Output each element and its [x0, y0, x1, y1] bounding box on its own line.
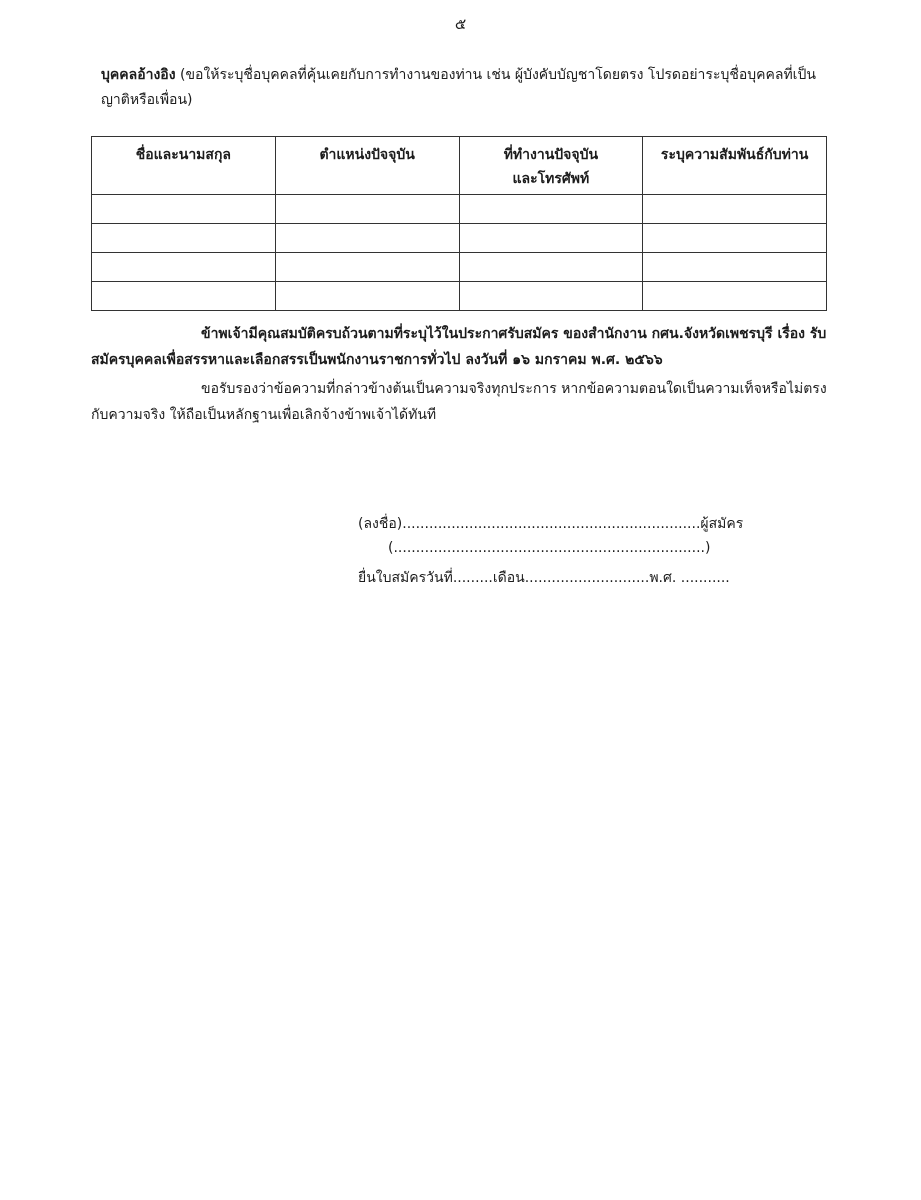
table-cell[interactable]	[643, 282, 827, 311]
table-cell[interactable]	[92, 195, 276, 224]
references-heading: บุคคลอ้างอิง	[101, 67, 176, 83]
declaration-text: ข้าพเจ้ามีคุณสมบัติครบถ้วนตามที่ระบุไว้ในประกาศรับสมัคร ของสำนักงาน กศน.จังหวัดเพชรบุรี เรื่อง รับสมัครบุคคลเพื่อสรรหาและเลือกสรรเป็นพนักงานราชการทั่วไป ลงวันที่ ๑๖ มกราคม พ.ศ. ๒๕๖๖	[91, 326, 827, 368]
column-header-name: ชื่อและนามสกุล	[92, 137, 276, 195]
table-row	[92, 224, 827, 253]
references-table	[91, 136, 827, 311]
table-row	[92, 253, 827, 282]
column-header-workplace: ที่ทำงานปัจจุบัน และโทรศัพท์	[459, 137, 643, 195]
declaration-paragraph	[91, 321, 827, 373]
printed-name-line: (......................................................................)	[388, 540, 711, 556]
table-cell[interactable]	[459, 224, 643, 253]
table-cell[interactable]	[275, 224, 459, 253]
table-cell[interactable]	[459, 282, 643, 311]
column-header-relationship: ระบุความสัมพันธ์กับท่าน	[643, 137, 827, 195]
table-cell[interactable]	[643, 253, 827, 282]
table-cell[interactable]	[459, 253, 643, 282]
column-header-position: ตำแหน่งปัจจุบัน	[275, 137, 459, 195]
signature-line: (ลงชื่อ)...................................................................ผู้สมัคร	[358, 516, 744, 532]
table-row	[92, 282, 827, 311]
table-cell[interactable]	[275, 253, 459, 282]
table-cell[interactable]	[92, 253, 276, 282]
table-header-row	[92, 137, 827, 195]
table-cell[interactable]	[643, 224, 827, 253]
table-row	[92, 195, 827, 224]
table-cell[interactable]	[275, 195, 459, 224]
table-cell[interactable]	[643, 195, 827, 224]
submission-date-line: ยื่นใบสมัครวันที่.........เดือน............................พ.ศ. ...........	[358, 570, 730, 586]
references-intro	[101, 63, 821, 113]
page-number: ๕	[454, 15, 467, 33]
table-cell[interactable]	[92, 224, 276, 253]
certification-text: ขอรับรองว่าข้อความที่กล่าวข้างต้นเป็นความจริงทุกประการ หากข้อความตอนใดเป็นความเท็จหรือไม่ตรงกับความจริง ให้ถือเป็นหลักฐานเพื่อเลิกจ้างข้าพเจ้าได้ทันที	[91, 381, 827, 423]
references-instruction: (ขอให้ระบุชื่อบุคคลที่คุ้นเคยกับการทำงานของท่าน เช่น ผู้บังคับบัญชาโดยตรง โปรดอย่าระบุชื่อบุคคลที่เป็นญาติหรือเพื่อน)	[101, 67, 816, 108]
certification-paragraph	[91, 376, 827, 428]
table-cell[interactable]	[459, 195, 643, 224]
table-cell[interactable]	[275, 282, 459, 311]
table-cell[interactable]	[92, 282, 276, 311]
